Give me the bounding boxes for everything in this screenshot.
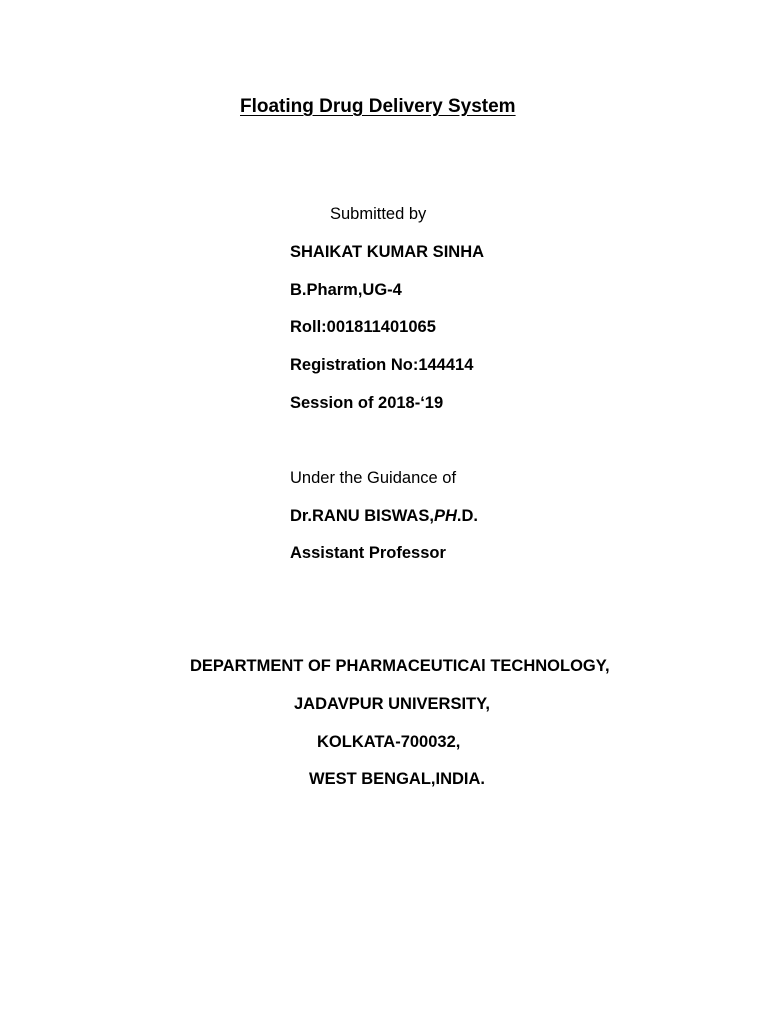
- student-course: B.Pharm,UG-4: [290, 281, 402, 299]
- city-pin: KOLKATA-700032,: [317, 733, 461, 751]
- guide-name: [290, 506, 478, 526]
- student-name: SHAIKAT KUMAR SINHA: [290, 243, 485, 261]
- student-registration: Registration No:144414: [290, 356, 474, 374]
- department-name: DEPARTMENT OF PHARMACEUTICAl TECHNOLOGY,: [190, 657, 610, 675]
- state-country: WEST BENGAL,INDIA.: [309, 770, 485, 788]
- student-session: Session of 2018-‘19: [290, 394, 444, 412]
- guide-designation: Assistant Professor: [290, 544, 446, 562]
- guide-degree-suffix: .D.: [456, 507, 478, 525]
- guide-degree-italic: PH: [433, 507, 457, 525]
- guide-name-prefix: Dr.RANU BISWAS,: [290, 507, 434, 525]
- student-roll: Roll:001811401065: [290, 318, 436, 336]
- submitted-by-label: Submitted by: [330, 205, 427, 223]
- document-title: Floating Drug Delivery System: [240, 96, 516, 117]
- guidance-label: Under the Guidance of: [290, 469, 457, 487]
- university-name: JADAVPUR UNIVERSITY,: [294, 695, 490, 713]
